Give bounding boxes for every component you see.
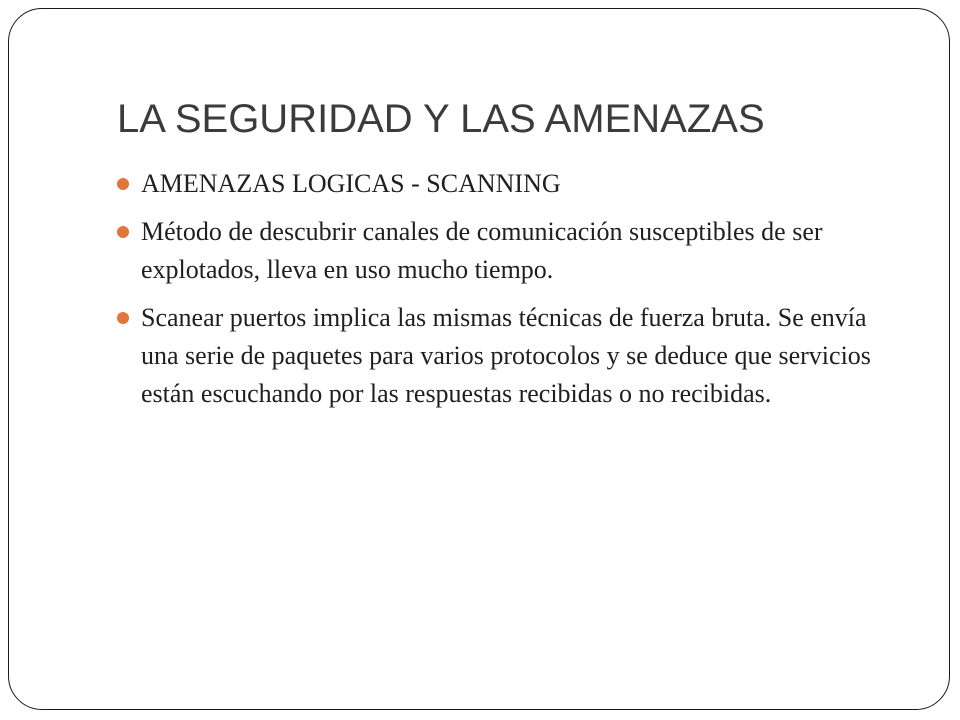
bullet-item <box>117 299 907 413</box>
bullet-dot-icon <box>117 312 129 324</box>
bullet-text: Método de descubrir canales de comunicación susceptibles de ser explotados, lleva en uso mucho tiempo. <box>141 217 823 284</box>
bullet-dot-icon <box>117 226 129 238</box>
bullet-list <box>117 165 907 423</box>
bullet-text: Scanear puertos implica las mismas técnicas de fuerza bruta. Se envía una serie de paquetes para varios protocolos y se deduce que servicios están escuchando por las respuestas recibidas o no recibidas. <box>141 303 871 408</box>
slide-title: LA SEGURIDAD Y LAS AMENAZAS <box>117 97 765 141</box>
bullet-item <box>117 213 907 289</box>
slide-frame <box>8 8 950 710</box>
bullet-dot-icon <box>117 178 129 190</box>
bullet-item <box>117 165 907 203</box>
bullet-text: AMENAZAS LOGICAS - SCANNING <box>141 169 561 198</box>
